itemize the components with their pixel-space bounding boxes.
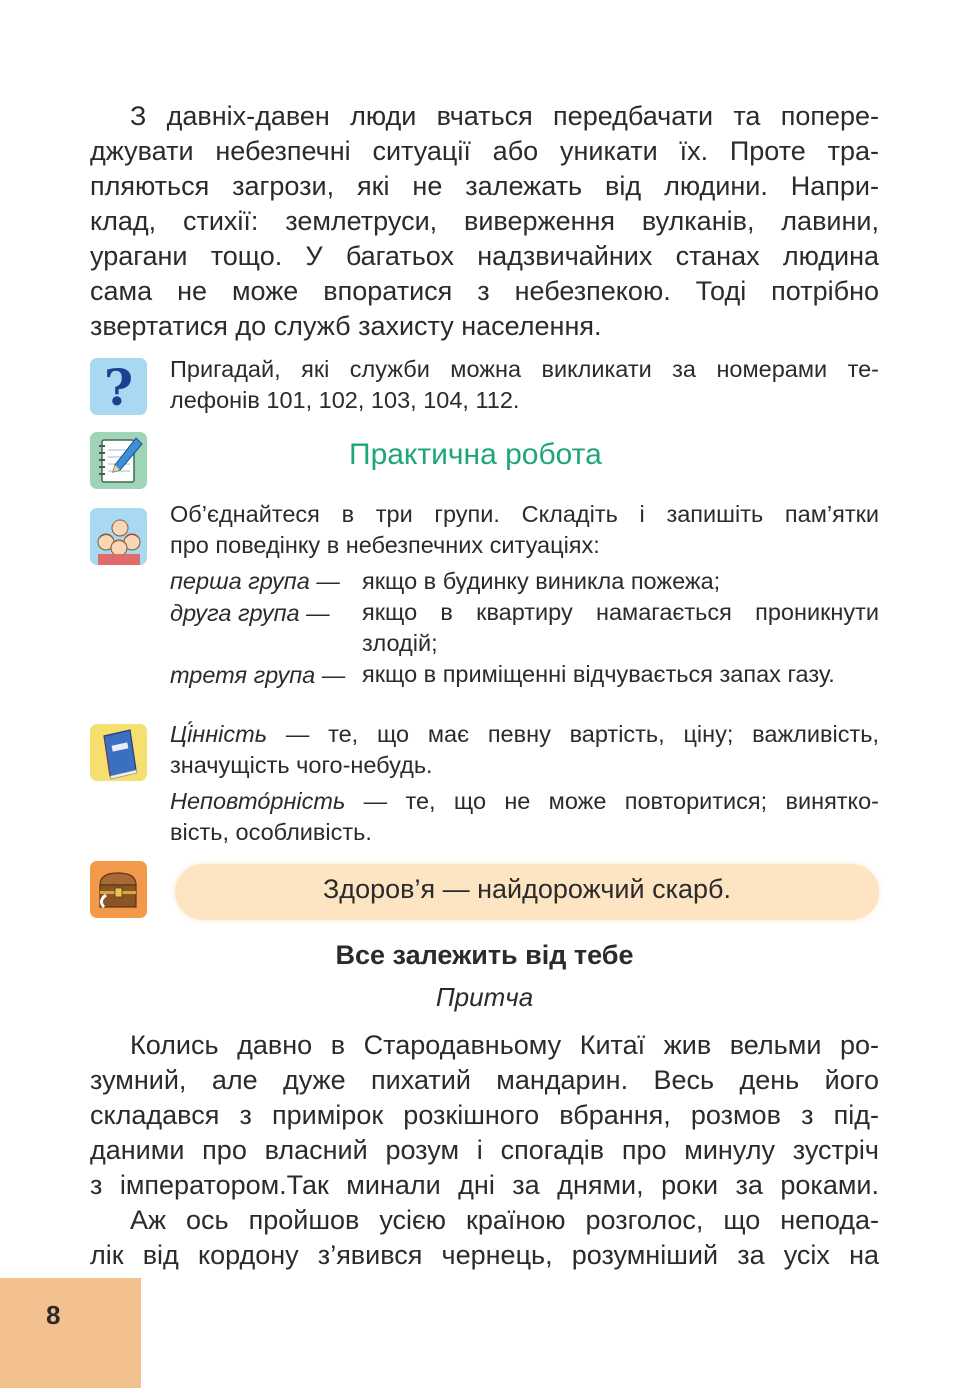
story-line: зумний, але дуже пихатий мандарин. Весь день його	[90, 1065, 879, 1095]
page-number: 8	[46, 1300, 61, 1330]
story-line: лік від кордону з’явився чернець, розумніший за усіх на	[90, 1240, 879, 1270]
dictionary-definition: — те, що не може повторитися; винятко-	[345, 788, 879, 814]
groups-intro-line: Об’єднайтеся в три групи. Складіть і запишіть пам’ятки	[170, 501, 879, 527]
dictionary-definition: вість, особливість.	[170, 819, 372, 845]
story-title: Все залежить від тебе	[335, 940, 634, 970]
children-group-icon	[90, 508, 147, 565]
intro-paragraph	[90, 99, 879, 344]
intro-line: звертатися до служб захисту населення.	[90, 311, 602, 341]
svg-text:?: ?	[103, 358, 134, 415]
groups-intro-line: про поведінку в небезпечних ситуаціях:	[170, 532, 600, 558]
intro-line: З давніх-давен люди вчаться передбачати та попере-	[130, 101, 879, 131]
dictionary-definition: значущість чого-небудь.	[170, 752, 433, 778]
question-line: лефонів 101, 102, 103, 104, 112.	[170, 387, 520, 413]
intro-line: сама не може впоратися з небезпекою. Тоді потрібно	[90, 276, 879, 306]
story-line: складався з примірок розкішного вбрання, розмов з під-	[90, 1100, 879, 1130]
proverb-text: Здоров’я — найдорожчий скарб.	[323, 874, 731, 904]
book-icon	[90, 724, 147, 781]
story-subtitle: Притча	[435, 982, 534, 1012]
intro-line: джувати небезпечні ситуації або уникати їх. Проте тра-	[90, 136, 879, 166]
intro-line: клад, стихії: землетруси, виверження вулканів, лавини,	[90, 206, 879, 236]
question-text	[170, 354, 879, 416]
intro-line: пляються загрози, які не залежать від людини. Напри-	[90, 171, 879, 201]
dictionary-entry-2	[170, 786, 879, 848]
dictionary-term: Неповто́рність	[170, 788, 346, 814]
notebook-pencil-icon	[90, 432, 147, 489]
story-line: Аж ось пройшов усією країною розголос, що непода-	[130, 1205, 879, 1235]
group-text: якщо в приміщенні відчувається запах газу.	[362, 661, 835, 687]
group-label: друга група —	[170, 600, 330, 626]
group-text: якщо в будинку виникла пожежа;	[362, 568, 721, 594]
practical-title: Практична робота	[349, 438, 602, 471]
story-paragraph-2	[90, 1203, 879, 1273]
group-label: перша група —	[170, 568, 340, 594]
proverb-banner	[175, 864, 879, 920]
question-mark-icon	[90, 358, 147, 415]
story-paragraph-1	[90, 1028, 879, 1203]
question-line: Пригадай, які служби можна викликати за номерами те-	[170, 356, 879, 382]
group-label: третя група —	[170, 662, 346, 688]
group-text: якщо в квартиру намагається проникнути злодій;	[362, 599, 879, 656]
story-line: даними про власний розум і спогадів про минулу зустріч	[90, 1135, 879, 1165]
dictionary-definition: — те, що має певну вартість, ціну; важливість,	[267, 721, 879, 747]
treasure-chest-icon	[90, 861, 147, 918]
page-number-tab	[0, 1278, 141, 1388]
story-line: з імператором.Так минали дні за днями, роки за роками.	[90, 1170, 879, 1200]
dictionary-entry-1	[170, 719, 879, 781]
story-line: Колись давно в Стародавньому Китаї жив вельми ро-	[130, 1030, 879, 1060]
intro-line: урагани тощо. У багатьох надзвичайних станах людина	[90, 241, 879, 271]
groups-intro	[170, 499, 879, 561]
dictionary-term: Ці́нність	[170, 721, 268, 747]
